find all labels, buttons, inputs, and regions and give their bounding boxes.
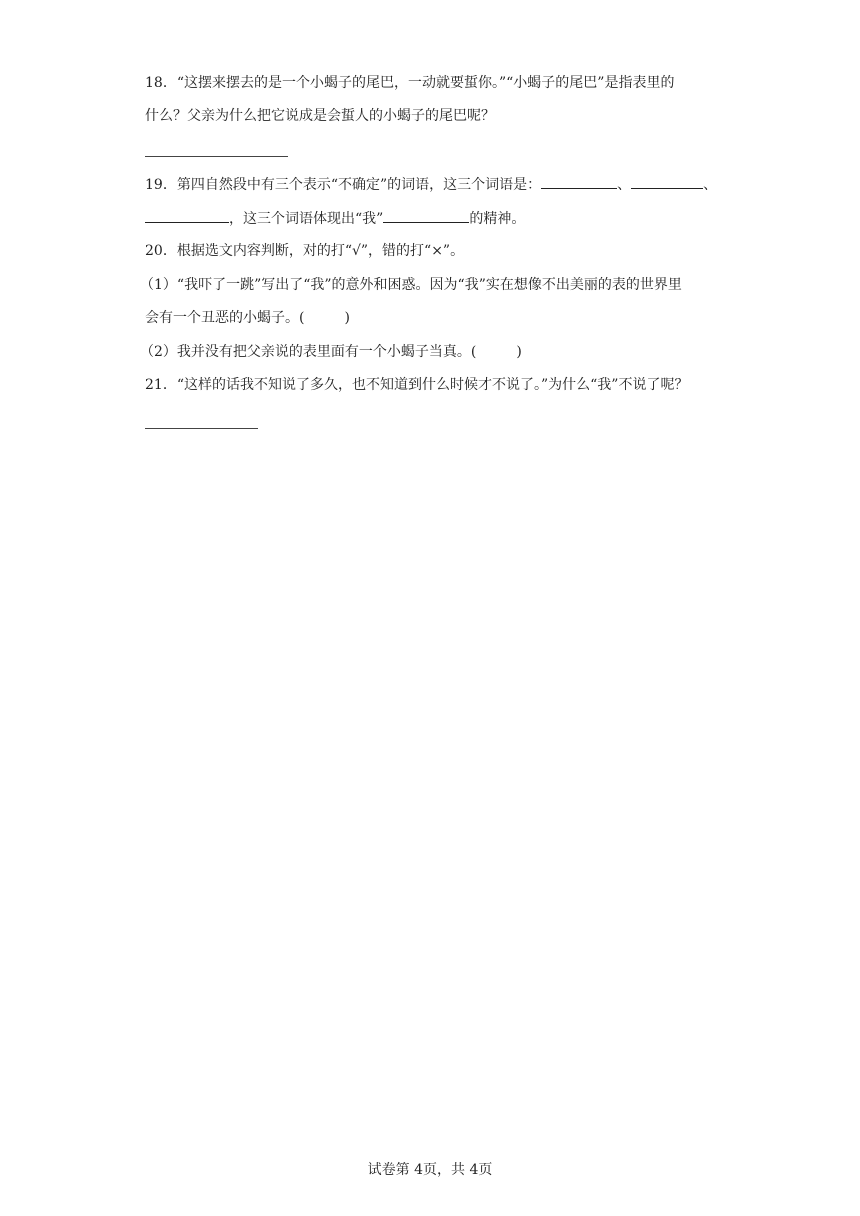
page-footer: 试卷第 4页，共 4页 [367,1162,493,1178]
q20-item-2-close: ) [516,344,522,360]
q19-blank-1[interactable] [541,174,617,189]
q20-item-1-close: ) [344,310,350,326]
q19-separator-1: 、 [617,177,632,193]
q19-text-2a: ，这三个词语体现出“我” [229,211,384,227]
q20-item-1-text: 会有一个丑恶的小蝎子。( [145,310,305,326]
q19-stem: 19．第四自然段中有三个表示“不确定”的词语，这三个词语是： [145,177,542,193]
q18-answer-line[interactable] [145,156,288,157]
q18-line-2: 什么？父亲为什么把它说成是会蜇人的小蝎子的尾巴呢？ [145,108,495,124]
q19-line-2 [145,208,725,228]
q18-line-1: 18．“这摆来摆去的是一个小蝎子的尾巴，一动就要蜇你。”“小蝎子的尾巴”是指表里的 [145,75,675,91]
q19-blank-3[interactable] [145,208,229,223]
q19-separator-2: 、 [703,177,718,193]
q20-item-1-line-2 [145,308,725,328]
q19-text-2b: 的精神。 [469,211,526,227]
q19-line-1 [145,174,725,194]
q19-blank-4[interactable] [383,208,469,223]
q21-answer-line[interactable] [145,428,258,429]
q20-item-1-line-1: （1）“我吓了一跳”写出了“我”的意外和困惑。因为“我”实在想像不出美丽的表的世界里 [140,277,682,293]
q20-stem: 20．根据选文内容判断，对的打“√”，错的打“×”。 [145,243,465,259]
q20-item-2-text: （2）我并没有把父亲说的表里面有一个小蝎子当真。( [140,344,477,360]
q19-blank-2[interactable] [631,174,703,189]
q20-item-2-line [140,342,720,362]
q21-line-1: 21．“这样的话我不知说了多久，也不知道到什么时候才不说了。”为什么“我”不说了呢？ [145,377,689,393]
